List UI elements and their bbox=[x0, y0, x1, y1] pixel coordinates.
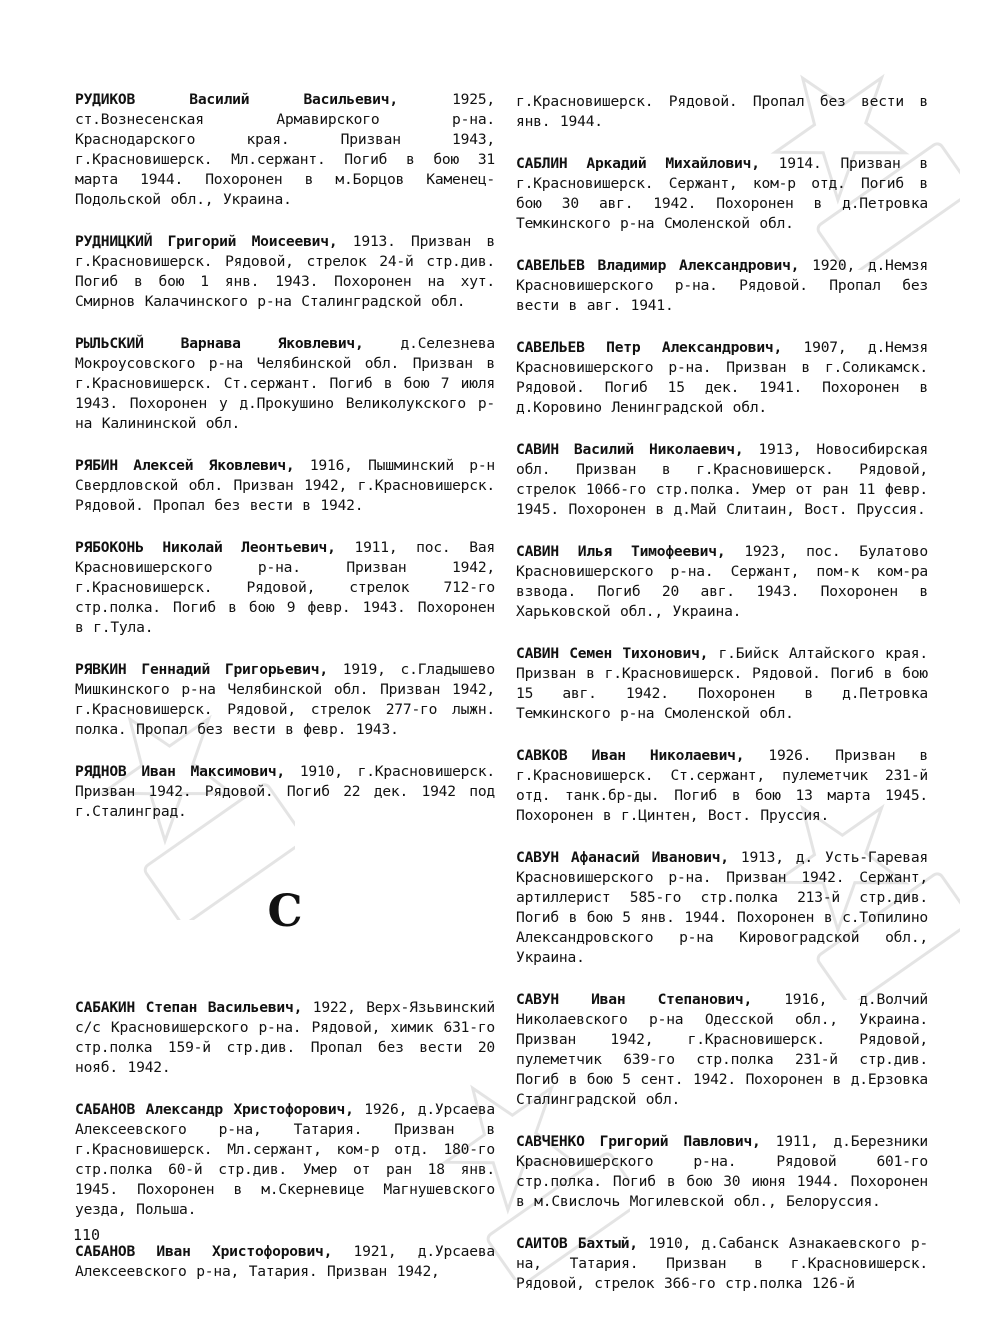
entry-text: г.Бийск Алтайского края. Призван в г.Красновишерск. Рядовой. Погиб в бою 15 авг. 1942. Похоронен в д.Петровка Темкинского р-на Смоленской обл. bbox=[516, 645, 928, 722]
entry bbox=[516, 440, 928, 520]
entry-text: д.Селезнева Мокроусовского р-на Челябинской обл. Призван в г.Красновишерск. Ст.сержант. Погиб в бою 7 июля 1943. Похоронен у д.Прокушино Великолукского р-на Калининской обл. bbox=[75, 335, 495, 432]
entry-name: САВКОВ Иван Николаевич, bbox=[516, 747, 745, 764]
entry bbox=[75, 1242, 495, 1282]
entry-name: РУДНИЦКИЙ Григорий Моисеевич, bbox=[75, 233, 338, 250]
entry-name: САБАНОВ Александр Христофорович, bbox=[75, 1101, 354, 1118]
entries-top bbox=[75, 90, 495, 822]
entry-name: РУДИКОВ Василий Васильевич, bbox=[75, 91, 398, 108]
entry-name: РЫЛЬСКИЙ Варнава Яковлевич, bbox=[75, 335, 364, 352]
entry-name: РЯБИН Алексей Яковлевич, bbox=[75, 457, 295, 474]
entry-text: 1920, д.Немзя Красновишерского р-на. Рядовой. Пропал без вести в авг. 1941. bbox=[516, 257, 928, 314]
entry bbox=[75, 90, 495, 210]
entry-name: РЯВКИН Геннадий Григорьевич, bbox=[75, 661, 328, 678]
entry-name: САВИН Илья Тимофеевич, bbox=[516, 543, 726, 560]
entry bbox=[75, 998, 495, 1078]
entry-text: 1923, пос. Булатово Красновишерского р-на. Сержант, пом-к ком-ра взвода. Погиб 20 авг. 1943. Похоронен в Харьковской обл., Украина. bbox=[516, 543, 928, 620]
entries-bottom bbox=[75, 998, 495, 1282]
entry bbox=[516, 990, 928, 1110]
entry-text: 1919, с.Гладышево Мишкинского р-на Челябинской обл. Призван 1942, г.Красновишерск. Рядовой, стрелок 277-го лыжн. полка. Пропал без вести в февр. 1943. bbox=[75, 661, 495, 738]
entry-text: 1910, г.Красновишерск. Призван 1942. Рядовой. Погиб 22 дек. 1942 под г.Сталинград. bbox=[75, 763, 495, 820]
entry bbox=[516, 746, 928, 826]
page-number: 110 bbox=[73, 1226, 101, 1244]
entry bbox=[516, 1132, 928, 1212]
entry bbox=[516, 256, 928, 316]
entry bbox=[516, 848, 928, 968]
entries-right bbox=[516, 92, 928, 1294]
entry-name: РЯБОКОНЬ Николай Леонтьевич, bbox=[75, 539, 336, 556]
entry-name: САВЕЛЬЕВ Петр Александрович, bbox=[516, 339, 783, 356]
entry-name: САВУН Афанасий Иванович, bbox=[516, 849, 729, 866]
entry-text: 1926. Призван в г.Красновишерск. Ст.сержант, пулеметчик 231-й отд. танк.бр-ды. Погиб в бою 13 марта 1945. Похоронен в г.Цинтен, Вост. Пруссия. bbox=[516, 747, 929, 824]
entry bbox=[516, 1234, 928, 1294]
entry-name: САВЧЕНКО Григорий Павлович, bbox=[516, 1133, 761, 1150]
entry bbox=[75, 456, 495, 516]
entry-text: 1911, д.Березники Красновишерского р-на. Рядовой 601-го стр.полка. Погиб в бою 30 июня 1944. Похоронен в м.Свислочь Могилевской обл., Белоруссия. bbox=[516, 1133, 929, 1210]
entry-name: САВЕЛЬЕВ Владимир Александрович, bbox=[516, 257, 800, 274]
entry bbox=[75, 660, 495, 740]
entry-name: САВИН Семен Тихонович, bbox=[516, 645, 709, 662]
entry-name: САИТОВ Бахтый, bbox=[516, 1235, 638, 1252]
entry-text: 1914. Призван в г.Красновишерск. Сержант, ком-р отд. Погиб в бою 30 авг. 1942. Похоронен в д.Петровка Темкинского р-на Смоленской обл. bbox=[516, 155, 928, 232]
entry-text: 1921, д.Урсаева Алексеевского р-на, Татария. Призван 1942, bbox=[75, 1243, 496, 1280]
entry bbox=[75, 1100, 495, 1220]
entry-name: САБАКИН Степан Васильевич, bbox=[75, 999, 303, 1016]
entry-text: 1913, Новосибирская обл. Призван в г.Красновишерск. Рядовой, стрелок 1066-го стр.полка. Умер от ран 11 февр. 1945. Похоронен в д.Май Слитаин, Вост. Пруссия. bbox=[516, 441, 929, 518]
entry-text: 1907, д.Немзя Красновишерского р-на. Призван в г.Соликамск. Рядовой. Погиб 15 дек. 1941. Похоронен в д.Коровино Ленинградской обл. bbox=[516, 339, 928, 416]
entry bbox=[75, 232, 495, 312]
entry-name: РЯДНОВ Иван Максимович, bbox=[75, 763, 285, 780]
entry bbox=[516, 542, 928, 622]
entry bbox=[516, 644, 928, 724]
entry-text: 1925, ст.Вознесенская Армавирского р-на. Краснодарского края. Призван 1943, г.Красновишерск. Мл.сержант. Погиб в бою 31 марта 1944. Похоронен в м.Борцов Каменец-Подольской обл., Украина. bbox=[75, 91, 495, 208]
entry-text: 1922, Верх-Язьвинский с/с Красновишерского р-на. Рядовой, химик 631-го стр.полка 159-й стр.див. Пропал без вести 20 нояб. 1942. bbox=[75, 999, 496, 1076]
section-letter: С bbox=[267, 886, 303, 937]
entry bbox=[75, 538, 495, 638]
entry bbox=[516, 154, 928, 234]
entry-text: 1913. Призван в г.Красновишерск. Рядовой, стрелок 24-й стр.див. Погиб в бою 1 янв. 1943. Похоронен на хут. Смирнов Калачинского р-на Сталинградской обл. bbox=[75, 233, 496, 310]
entry-text: 1913, д. Усть-Гаревая Красновишерского р-на. Призван 1942. Сержант, артиллерист 585-го стр.полка 213-й стр.див. Погиб в бою 5 янв. 1944. Похоронен в с.Топилино Александровского р-на Кировоградской обл., Украина. bbox=[516, 849, 928, 966]
entry-name: САВУН Иван Степанович, bbox=[516, 991, 753, 1008]
entry bbox=[75, 334, 495, 434]
entry-name: САБЛИН Аркадий Михайлович, bbox=[516, 155, 760, 172]
entry-text: 1916, д.Волчий Николаевского р-на Одесской обл., Украина. Призван 1942, г.Красновишерск. Рядовой, пулеметчик 639-го стр.полка 231-й стр.див. Погиб в бою 5 сент. 1942. Похоронен в д.Ерзовка Сталинградской обл. bbox=[516, 991, 928, 1108]
entry-text: 1910, д.Сабанск Азнакаевского р-на, Татария. Призван в г.Красновишерск. Рядовой, стрелок 366-го стр.полка 126-й bbox=[516, 1235, 928, 1292]
entry bbox=[516, 338, 928, 418]
right-column bbox=[516, 92, 928, 1316]
entry-text: 1916, Пышминский р-н Свердловской обл. Призван 1942, г.Красновишерск. Рядовой. Пропал без вести в 1942. bbox=[75, 457, 495, 514]
entry bbox=[516, 92, 928, 132]
left-column bbox=[75, 90, 495, 1304]
entry-name: САБАНОВ Иван Христофорович, bbox=[75, 1243, 333, 1260]
entry-name: САВИН Василий Николаевич, bbox=[516, 441, 744, 458]
entry-text: г.Красновишерск. Рядовой. Пропал без вести в янв. 1944. bbox=[516, 93, 928, 130]
entry-text: 1911, пос. Вая Красновишерского р-на. Призван 1942, г.Красновишерск. Рядовой, стрелок 712-го стр.полка. Погиб в бою 9 февр. 1943. Похоронен в г.Тула. bbox=[75, 539, 495, 636]
entry-text: 1926, д.Урсаева Алексеевского р-на, Татария. Призван в г.Красновишерск. Мл.сержант, ком-р отд. 180-го стр.полка 60-й стр.див. Умер от ран 18 янв. 1945. Похоронен в м.Скерневице Магнушевского уезда, Польша. bbox=[75, 1101, 496, 1218]
entry bbox=[75, 762, 495, 822]
